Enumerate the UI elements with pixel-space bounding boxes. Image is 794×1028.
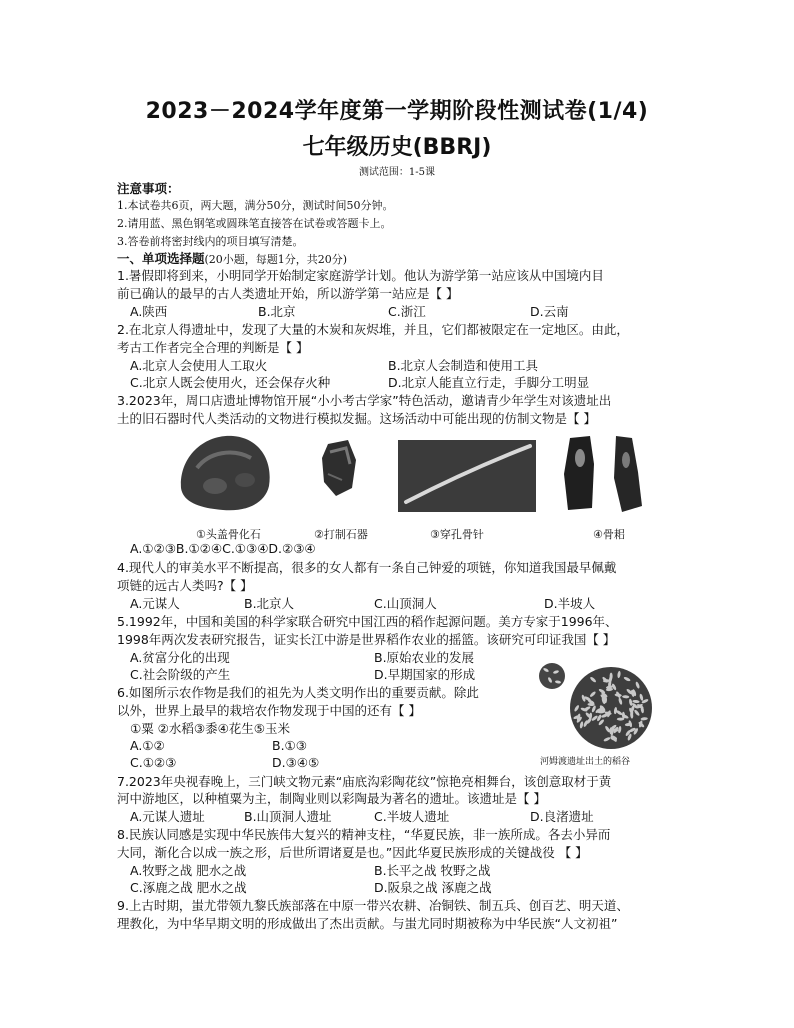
- option-b[interactable]: B.北京人会制造和使用工具: [388, 358, 539, 373]
- question-7-line: 7.2023年央视春晚上，三门峡文物元素“庙底沟彩陶花纹”惊艳亮相舞台，该创意取材于黄: [117, 774, 612, 789]
- notice-item: 2.请用蓝、黑色钢笔或圆珠笔直接答在试卷或答题卡上。: [117, 217, 392, 230]
- option-b[interactable]: B.北京人: [244, 596, 295, 611]
- notice-item: 3.答卷前将密封线内的项目填写清楚。: [117, 235, 304, 248]
- question-2-line: 2.在北京人得遗址中，发现了大量的木炭和灰烬堆，并且，它们都被限定在一定地区。由此，: [117, 322, 629, 337]
- option-a[interactable]: A.北京人会使用人工取火: [130, 358, 268, 373]
- question-8-line: 8.民族认同感是实现中华民族伟大复兴的精神支柱，“华夏民族，非一族所成。各去小异而: [117, 827, 611, 842]
- option-a[interactable]: A.牧野之战 肥水之战: [130, 863, 247, 878]
- image-caption: 河姆渡遗址出土的稻谷: [540, 757, 631, 767]
- question-8-line: 大同，渐化合以成一族之形，后世所谓诸夏是也。”因此华夏民族形成的关键战役 【 】: [117, 845, 588, 860]
- question-1-line: 1.暑假即将到来，小明同学开始制定家庭游学计划。他认为游学第一站应该从中国境内目: [117, 268, 604, 283]
- image-caption: ①头盖骨化石: [196, 528, 261, 541]
- option-d[interactable]: D.云南: [530, 304, 569, 319]
- option-a[interactable]: A.陕西: [130, 304, 168, 319]
- option-d[interactable]: D.良渚遗址: [530, 809, 594, 824]
- section-heading: [117, 251, 347, 268]
- option-c[interactable]: C.涿鹿之战 肥水之战: [130, 880, 247, 895]
- question-7-line: 河中游地区，以种植粟为主，制陶业则以彩陶最为著名的遗址。该遗址是【 】: [117, 791, 546, 806]
- option-a[interactable]: A.贫富分化的出现: [130, 650, 230, 665]
- option-d[interactable]: D.半坡人: [544, 596, 596, 611]
- option-b[interactable]: B.北京: [258, 304, 296, 319]
- question-3-line: 土的旧石器时代人类活动的文物进行模拟发掘。这场活动中可能出现的仿制文物是【 】: [117, 411, 596, 426]
- option-c[interactable]: C.山顶洞人: [374, 596, 437, 611]
- option-b[interactable]: B.①③: [272, 738, 307, 753]
- stone-tool-image: [318, 438, 360, 500]
- notice-heading: 注意事项：: [117, 181, 180, 196]
- option-a[interactable]: A.元谋人遗址: [130, 809, 205, 824]
- option-a[interactable]: A.①②: [130, 738, 165, 753]
- notice-item: 1.本试卷共6页，两大题，满分50分，测试时间50分钟。: [117, 199, 394, 212]
- option-b[interactable]: B.长平之战 牧野之战: [374, 863, 491, 878]
- question-5-line: 5.1992年，中国和美国的科学家联合研究中国江西的稻作起源问题。美方专家于1996年、: [117, 614, 618, 629]
- option-c[interactable]: C.浙江: [388, 304, 426, 319]
- question-3-line: 3.2023年，周口店遗址博物馆开展“小小考古学家”特色活动，邀请青少年学生对该遗址出: [117, 393, 612, 408]
- rice-grain-image-small: [536, 660, 568, 692]
- question-6-line: 以外，世界上最早的栽培农作物发现于中国的还有【 】: [117, 703, 421, 718]
- image-caption: ④骨耜: [593, 528, 625, 541]
- options-line[interactable]: A.①②③B.①②④C.①③④D.②③④: [130, 541, 316, 556]
- bone-spade-image: [562, 434, 646, 514]
- option-a[interactable]: A.元谋人: [130, 596, 180, 611]
- exam-subtitle: 七年级历史(BBRJ): [302, 135, 492, 160]
- question-4-line: 项链的远古人类吗?【 】: [117, 578, 253, 593]
- exam-title: 2023－2024学年度第一学期阶段性测试卷(1/4): [145, 99, 649, 124]
- option-d[interactable]: D.北京人能直立行走，手脚分工明显: [388, 375, 590, 390]
- option-d[interactable]: D.阪泉之战 涿鹿之战: [374, 880, 492, 895]
- question-6-line: ①粟 ②水稻③黍④花生⑤玉米: [130, 721, 291, 736]
- question-1-line: 前已确认的最早的古人类遗址开始，所以游学第一站应是【 】: [117, 286, 459, 301]
- option-c[interactable]: C.社会阶级的产生: [130, 667, 231, 682]
- option-c[interactable]: C.①②③: [130, 755, 177, 770]
- question-4-line: 4.现代人的审美水平不断提高，很多的女人都有一条自己钟爱的项链，你知道我国最早佩戴: [117, 560, 617, 575]
- option-b[interactable]: B.山顶洞人遗址: [244, 809, 332, 824]
- skull-fossil-image: [175, 428, 275, 518]
- question-9-line: 9.上古时期，蚩尤带领九黎氏族部落在中原一带兴农耕、冶铜铁、制五兵、创百艺、明天道、: [117, 898, 629, 913]
- image-caption: ③穿孔骨针: [430, 528, 484, 541]
- rice-grain-image: [568, 665, 654, 751]
- exam-scope: 测试范围：1-5课: [358, 167, 436, 178]
- section-heading-note: (20小题，每题1分，共20分): [204, 253, 348, 266]
- question-5-line: 1998年两次发表研究报告，证实长江中游是世界稻作农业的摇篮。该研究可印证我国【 】: [117, 632, 616, 647]
- option-c[interactable]: C.北京人既会使用火，还会保存火种: [130, 375, 331, 390]
- option-c[interactable]: C.半坡人遗址: [374, 809, 450, 824]
- option-b[interactable]: B.原始农业的发展: [374, 650, 475, 665]
- image-caption: ②打制石器: [314, 528, 368, 541]
- bone-needle-image: [398, 440, 536, 512]
- question-2-line: 考古工作者完全合理的判断是【 】: [117, 340, 309, 355]
- question-9-line: 理教化，为中华早期文明的形成做出了杰出贡献。与蚩尤同时期被称为中华民族“人文初祖”: [117, 916, 618, 931]
- section-heading-label: 一、单项选择题: [117, 251, 205, 266]
- question-6-line: 6.如图所示农作物是我们的祖先为人类文明作出的重要贡献。除此: [117, 685, 479, 700]
- option-d[interactable]: D.③④⑤: [272, 755, 320, 770]
- option-d[interactable]: D.早期国家的形成: [374, 667, 476, 682]
